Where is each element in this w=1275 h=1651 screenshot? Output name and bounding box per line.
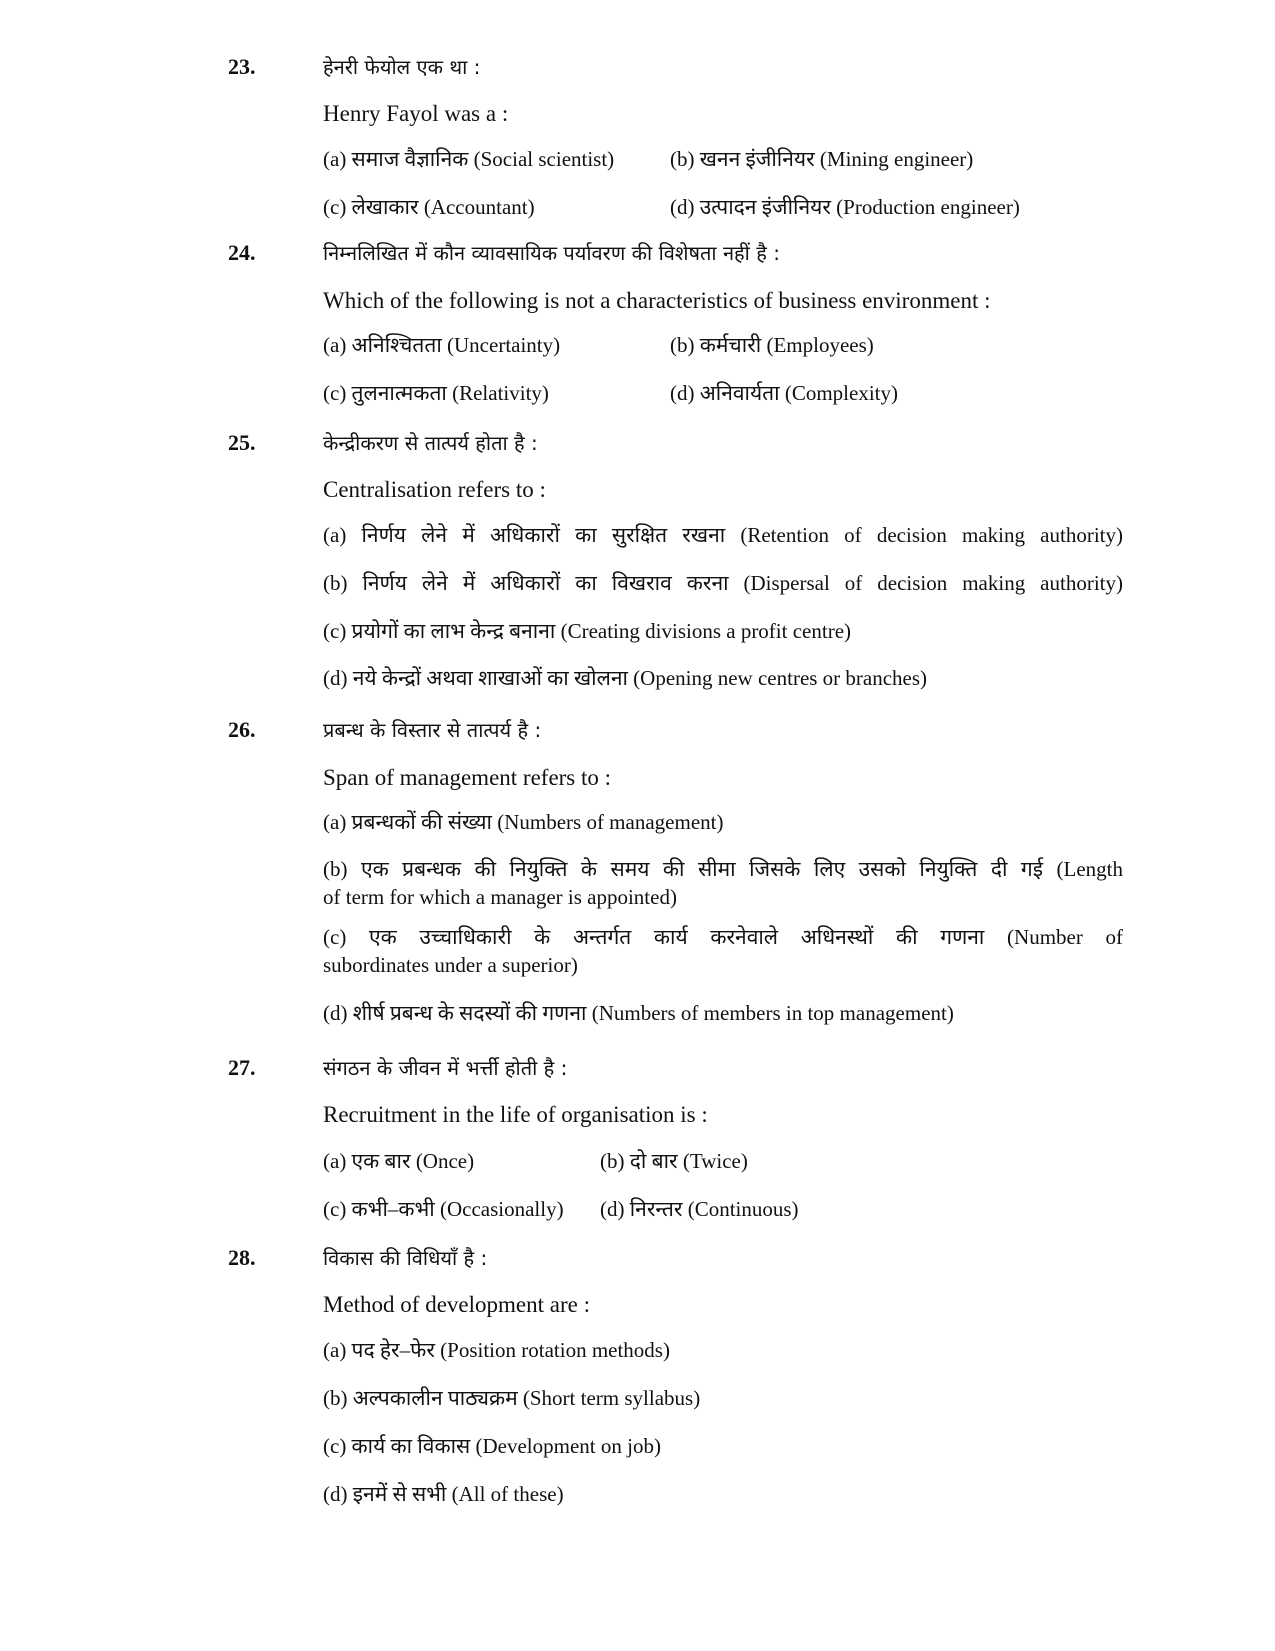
option-b bbox=[323, 855, 1123, 911]
question-text-english: Which of the following is not a characteristics of business environment : bbox=[323, 288, 991, 313]
option-a: (a) समाज वैज्ञानिक (Social scientist) bbox=[323, 147, 615, 171]
option-b: (b) निर्णय लेने में अधिकारों का विखराव करना (Dispersal of decision making authority) bbox=[323, 571, 1123, 595]
option-b: (b) कर्मचारी (Employees) bbox=[670, 333, 874, 357]
option-a: (a) पद हेर–फेर (Position rotation methods) bbox=[323, 1338, 670, 1362]
option-c: (c) कार्य का विकास (Development on job) bbox=[323, 1434, 661, 1458]
option-d: (d) शीर्ष प्रबन्ध के सदस्यों की गणना (Numbers of members in top management) bbox=[323, 1001, 954, 1025]
question-number: 27. bbox=[228, 1055, 256, 1080]
option-b-line-2: of term for which a manager is appointed) bbox=[323, 885, 677, 909]
option-a: (a) प्रबन्धकों की संख्या (Numbers of management) bbox=[323, 810, 724, 834]
question-text-hindi: केन्द्रीकरण से तात्पर्य होता है : bbox=[323, 431, 538, 455]
question-text-english: Span of management refers to : bbox=[323, 765, 612, 790]
option-d: (d) अनिवार्यता (Complexity) bbox=[670, 381, 898, 405]
option-b: (b) दो बार (Twice) bbox=[600, 1149, 748, 1173]
option-a: (a) एक बार (Once) bbox=[323, 1149, 475, 1173]
question-number: 25. bbox=[228, 430, 256, 455]
option-d: (d) निरन्तर (Continuous) bbox=[600, 1197, 799, 1221]
option-c: (c) तुलनात्मकता (Relativity) bbox=[323, 381, 549, 405]
question-text-hindi: संगठन के जीवन में भर्त्ती होती है : bbox=[323, 1056, 568, 1080]
question-text-english: Centralisation refers to : bbox=[323, 477, 546, 502]
question-number: 26. bbox=[228, 717, 256, 742]
option-c: (c) लेखाकार (Accountant) bbox=[323, 195, 535, 219]
question-text-english: Method of development are : bbox=[323, 1292, 590, 1317]
question-number: 23. bbox=[228, 54, 256, 79]
option-b: (b) अल्पकालीन पाठ्यक्रम (Short term syllabus) bbox=[323, 1386, 701, 1410]
option-d: (d) नये केन्द्रों अथवा शाखाओं का खोलना (Opening new centres or branches) bbox=[323, 666, 928, 690]
option-c: (c) कभी–कभी (Occasionally) bbox=[323, 1197, 564, 1221]
option-a: (a) निर्णय लेने में अधिकारों का सुरक्षित रखना (Retention of decision making authority) bbox=[323, 523, 1123, 547]
question-text-hindi: निम्नलिखित में कौन व्यावसायिक पर्यावरण की विशेषता नहीं है : bbox=[323, 241, 780, 265]
option-d: (d) उत्पादन इंजीनियर (Production engineer) bbox=[670, 195, 1020, 219]
option-a: (a) अनिश्चितता (Uncertainty) bbox=[323, 333, 561, 357]
option-c: (c) प्रयोगों का लाभ केन्द्र बनाना (Creating divisions a profit centre) bbox=[323, 619, 852, 643]
option-d: (d) इनमें से सभी (All of these) bbox=[323, 1482, 564, 1506]
question-number: 24. bbox=[228, 240, 256, 265]
option-b-line-1: (b) एक प्रबन्धक की नियुक्ति के समय की सीमा जिसके लिए उसको नियुक्ति दी गई (Length bbox=[323, 857, 1123, 881]
option-c-line-2: subordinates under a superior) bbox=[323, 953, 578, 977]
option-b: (b) खनन इंजीनियर (Mining engineer) bbox=[670, 147, 974, 171]
question-text-hindi: हेनरी फेयोल एक था : bbox=[323, 55, 481, 79]
question-number: 28. bbox=[228, 1245, 256, 1270]
question-text-english: Henry Fayol was a : bbox=[323, 101, 509, 126]
question-text-english: Recruitment in the life of organisation is : bbox=[323, 1102, 708, 1127]
question-text-hindi: प्रबन्ध के विस्तार से तात्पर्य है : bbox=[323, 718, 542, 742]
option-c bbox=[323, 923, 1123, 979]
question-text-hindi: विकास की विधियाँ है : bbox=[323, 1246, 488, 1270]
option-c-line-1: (c) एक उच्चाधिकारी के अन्तर्गत कार्य करनेवाले अधिनस्थों की गणना (Number of bbox=[323, 925, 1123, 949]
